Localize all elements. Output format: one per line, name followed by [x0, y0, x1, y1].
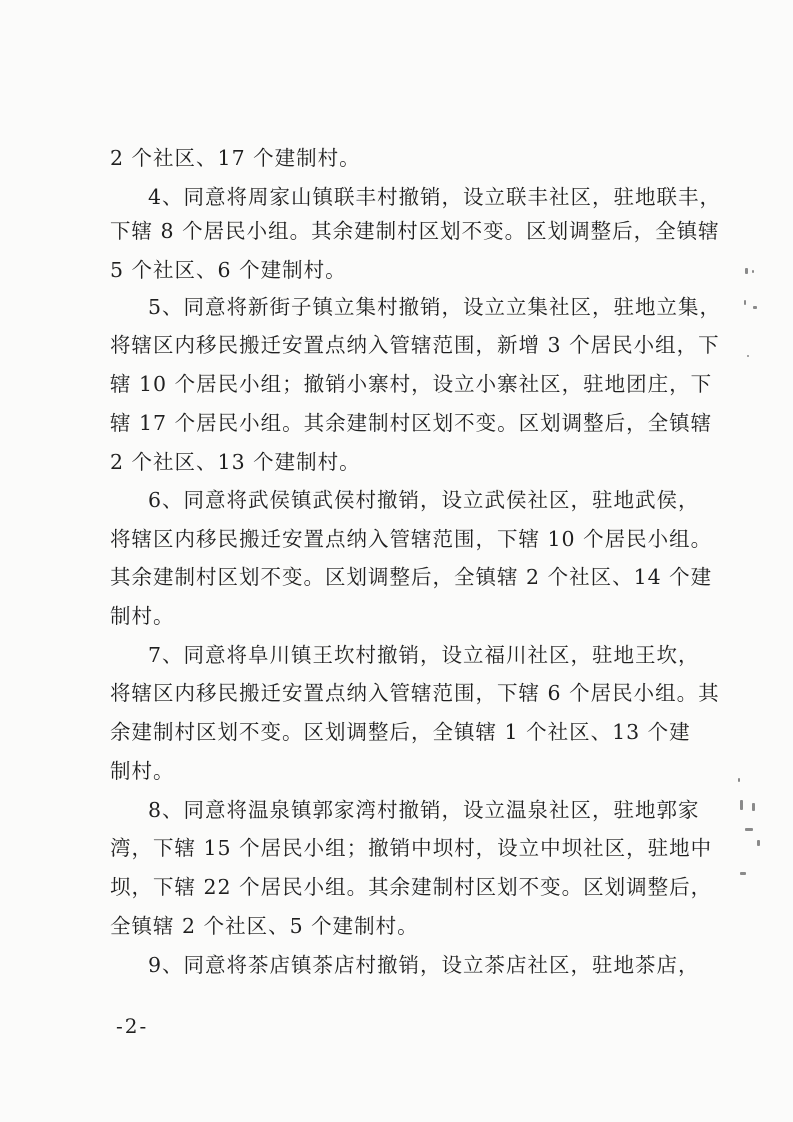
scan-speck: [740, 872, 746, 875]
scan-speck: [745, 268, 748, 274]
text-line-12: 其余建制村区划不变。区划调整后，全镇辖 2 个社区、14 个建: [110, 565, 713, 589]
scan-speck: [747, 355, 749, 357]
text-line-4: 5 个社区、6 个建制村。: [110, 258, 347, 282]
scan-speck: [744, 300, 746, 305]
text-line-17: 制村。: [110, 759, 175, 783]
text-line-1: 2 个社区、17 个建制村。: [110, 146, 361, 170]
text-line-22: 9、同意将茶店镇茶店村撤销，设立茶店社区，驻地茶店，: [148, 953, 700, 977]
text-line-15: 将辖区内移民搬迁安置点纳入管辖范围，下辖 6 个居民小组。其: [110, 681, 720, 705]
text-line-9: 2 个社区、13 个建制村。: [110, 450, 361, 474]
page-number: -2-: [116, 1014, 149, 1038]
scan-speck: [757, 840, 760, 846]
text-line-8: 辖 17 个居民小组。其余建制村区划不变。区划调整后，全镇辖: [110, 411, 713, 435]
text-line-18: 8、同意将温泉镇郭家湾村撤销，设立温泉社区，驻地郭家: [148, 798, 700, 822]
scan-speck: [752, 803, 755, 811]
text-line-10: 6、同意将武侯镇武侯村撤销，设立武侯社区，驻地武侯，: [148, 488, 700, 512]
text-line-19: 湾，下辖 15 个居民小组；撤销中坝村，设立中坝社区，驻地中: [110, 836, 713, 860]
scan-speck: [745, 828, 753, 831]
scan-speck: [753, 306, 757, 309]
text-line-21: 全镇辖 2 个社区、5 个建制村。: [110, 914, 419, 938]
text-line-3: 下辖 8 个居民小组。其余建制村区划不变。区划调整后，全镇辖: [110, 219, 720, 243]
text-line-14: 7、同意将阜川镇王坎村撤销，设立福川社区，驻地王坎，: [148, 643, 700, 667]
scan-speck: [740, 800, 743, 810]
scan-speck: [752, 270, 754, 273]
text-line-2: 4、同意将周家山镇联丰村撤销，设立联丰社区，驻地联丰，: [148, 185, 722, 209]
text-line-6: 将辖区内移民搬迁安置点纳入管辖范围，新增 3 个居民小组，下: [110, 333, 720, 357]
text-line-5: 5、同意将新街子镇立集村撤销，设立立集社区，驻地立集，: [148, 295, 722, 319]
text-line-7: 辖 10 个居民小组；撤销小寨村，设立小寨社区，驻地团庄，下: [110, 372, 713, 396]
text-line-16: 余建制村区划不变。区划调整后，全镇辖 1 个社区、13 个建: [110, 720, 691, 744]
text-line-13: 制村。: [110, 604, 175, 628]
scan-speck: [738, 778, 740, 782]
text-line-20: 坝，下辖 22 个居民小组。其余建制村区划不变。区划调整后，: [110, 875, 713, 899]
text-line-11: 将辖区内移民搬迁安置点纳入管辖范围，下辖 10 个居民小组。: [110, 527, 713, 551]
